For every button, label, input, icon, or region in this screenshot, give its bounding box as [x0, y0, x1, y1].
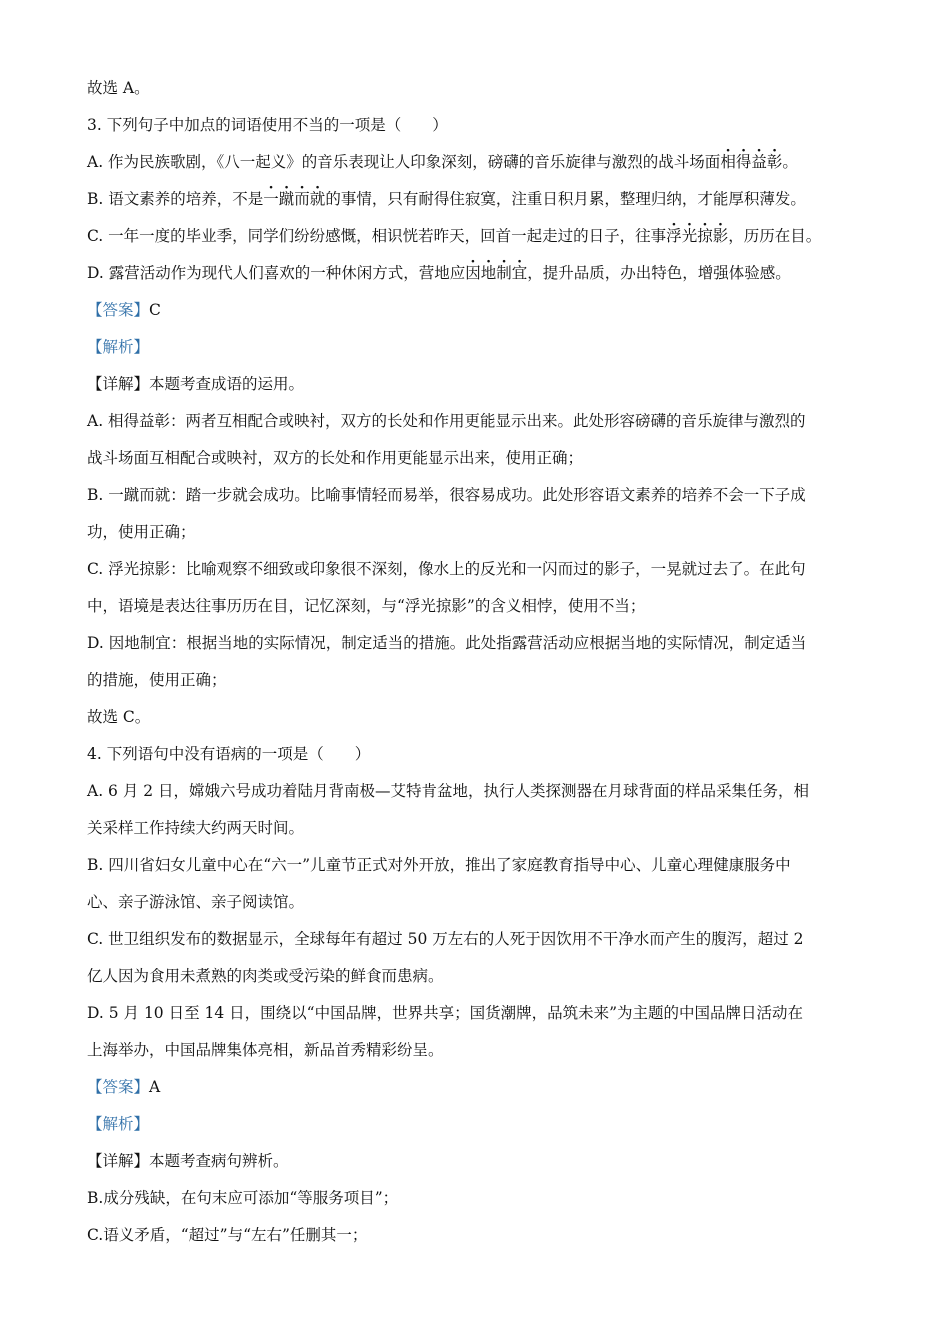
- document-page: [87, 78, 877, 1262]
- dotted-char: 就: [309, 190, 326, 208]
- question-3-title: 3. 下列句子中加点的词语使用不当的一项是（ ）: [87, 116, 448, 134]
- dotted-char: 影: [712, 227, 729, 245]
- dotted-char: 地: [480, 264, 497, 282]
- question-4-option-line: 关采样工作持续大约两天时间。: [87, 819, 305, 837]
- question-4-option-line: A. 6 月 2 日，嫦娥六号成功着陆月背南极—艾特肯盆地，执行人类探测器在月球背面的样品采集任务，相: [87, 782, 810, 800]
- question-3-analysis-label: 【解析】: [87, 338, 150, 356]
- question-4-option-line: D. 5 月 10 日至 14 日，围绕以“中国品牌，世界共享；国货潮牌，品筑未来”为主题的中国品牌日活动在: [87, 1004, 804, 1022]
- question-3-option-b: [87, 189, 877, 209]
- dotted-char: 浮: [666, 227, 682, 245]
- question-3-option-d: [87, 263, 877, 283]
- question-4-detail: 【详解】本题考查病句辨析。: [87, 1152, 289, 1170]
- explain-line: 的措施，使用正确；: [87, 671, 227, 689]
- dotted-char: 制: [496, 264, 512, 282]
- dotted-char: 益: [751, 153, 767, 171]
- question-4-option-line: C. 世卫组织发布的数据显示，全球每年有超过 50 万左右的人死于因饮用不干净水而产生的腹泻，超过 2: [87, 930, 804, 948]
- question-3-answer: [87, 300, 877, 320]
- question-4-option-line: 心、亲子游泳馆、亲子阅读馆。: [87, 893, 305, 911]
- question-3-conclusion: 故选 C。: [87, 708, 151, 726]
- option-text: B. 语文素养的培养，不是: [87, 190, 264, 208]
- option-text: 。: [782, 153, 798, 171]
- dotted-word: [263, 190, 325, 208]
- option-text: C. 一年一度的毕业季，同学们纷纷感慨，相识恍若昨天，回首一起走过的日子，往事: [87, 227, 667, 245]
- option-text: ，历历在目。: [728, 227, 822, 245]
- dotted-char: 掠: [697, 227, 713, 245]
- answer-label: 【答案】: [87, 1078, 150, 1096]
- explain-line: C. 浮光掠影：比喻观察不细致或印象很不深刻，像水上的反光和一闪而过的影子，一晃就过去了。在此句: [87, 560, 806, 578]
- answer-label: 【答案】: [87, 301, 150, 319]
- explain-line: 功，使用正确；: [87, 523, 196, 541]
- explain-line: D. 因地制宜：根据当地的实际情况，制定适当的措施。此处指露营活动应根据当地的实际情况，制定适当: [87, 634, 807, 652]
- question-4-answer: [87, 1077, 877, 1097]
- dotted-char: 相: [720, 153, 736, 171]
- answer-value: C: [149, 301, 161, 319]
- dotted-char: 蹴: [278, 190, 295, 208]
- dotted-char: 宜: [511, 264, 528, 282]
- question-3-option-c: [87, 226, 877, 246]
- question-4-option-line: 上海举办，中国品牌集体亮相，新品首秀精彩纷呈。: [87, 1041, 444, 1059]
- question-4-option-line: 亿人因为食用未煮熟的肉类或受污染的鲜食而患病。: [87, 967, 444, 985]
- question-4-analysis-label: 【解析】: [87, 1115, 150, 1133]
- dotted-char: 得: [735, 153, 752, 171]
- option-text: ，提升品质，办出特色，增强体验感。: [527, 264, 791, 282]
- dotted-char: 光: [681, 227, 698, 245]
- question-4-option-line: B. 四川省妇女儿童中心在“六一”儿童节正式对外开放，推出了家庭教育指导中心、儿童心理健康服务中: [87, 856, 791, 874]
- explain-line: A. 相得益彰：两者互相配合或映衬，双方的长处和作用更能显示出来。此处形容磅礴的音乐旋律与激烈的: [87, 412, 806, 430]
- answer-value: A: [149, 1078, 161, 1096]
- dotted-char: 因: [465, 264, 481, 282]
- explain-line: 中，语境是表达往事历历在目，记忆深刻，与“浮光掠影”的含义相悖，使用不当；: [87, 597, 646, 615]
- question-3-option-a: [87, 152, 877, 172]
- explain-line: B.成分残缺，在句末应可添加“等服务项目”；: [87, 1189, 399, 1207]
- dotted-char: 而: [294, 190, 310, 208]
- dotted-char: 一: [263, 190, 279, 208]
- explain-line: C.语义矛盾，“超过”与“左右”任删其一；: [87, 1226, 368, 1244]
- dotted-word: [666, 227, 728, 245]
- prev-conclusion: 故选 A。: [87, 79, 150, 97]
- question-3-detail: 【详解】本题考查成语的运用。: [87, 375, 305, 393]
- question-4-title: 4. 下列语句中没有语病的一项是（ ）: [87, 745, 371, 763]
- option-text: D. 露营活动作为现代人们喜欢的一种休闲方式，营地应: [87, 264, 466, 282]
- dotted-word: [465, 264, 527, 282]
- dotted-char: 彰: [766, 153, 783, 171]
- explain-line: B. 一蹴而就：踏一步就会成功。比喻事情轻而易举，很容易成功。此处形容语文素养的培养不会一下子成: [87, 486, 806, 504]
- option-text: 的事情，只有耐得住寂寞，注重日积月累，整理归纳，才能厚积薄发。: [325, 190, 806, 208]
- explain-line: 战斗场面互相配合或映衬，双方的长处和作用更能显示出来，使用正确；: [87, 449, 584, 467]
- option-text: A. 作为民族歌剧，《八一起义》的音乐表现让人印象深刻，磅礴的音乐旋律与激烈的战斗场面: [87, 153, 721, 171]
- dotted-word: [720, 153, 782, 171]
